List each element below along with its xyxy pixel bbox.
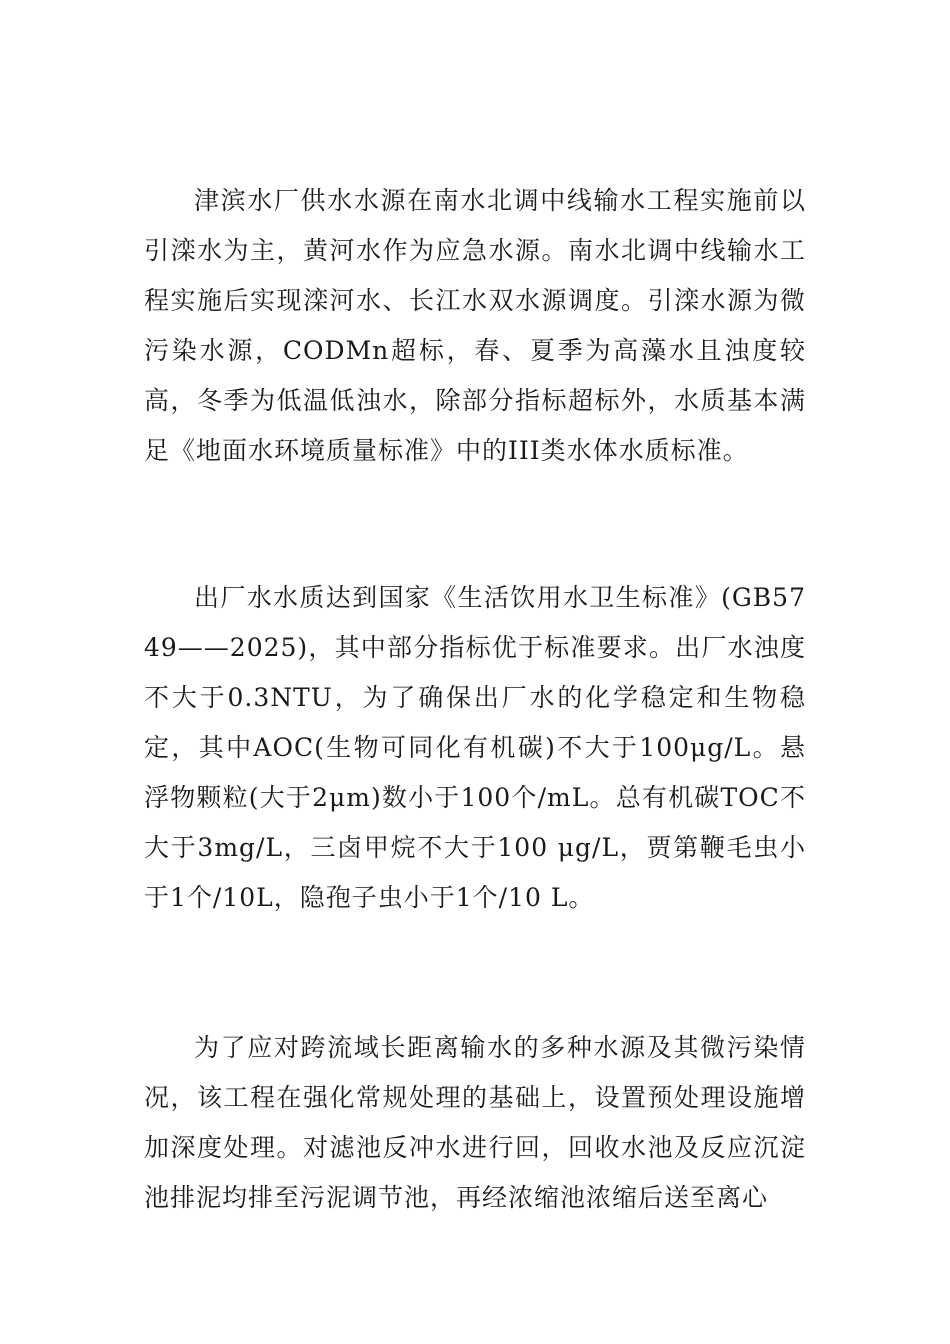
- paragraph-water-source: 津滨水厂供水水源在南水北调中线输水工程实施前以引滦水为主，黄河水作为应急水源。南水北调中线输水工程实施后实现滦河水、长江水双水源调度。引滦水源为微污染水源，CODMn超标，春、夏季为高藻水且浊度较高，冬季为低温低浊水，除部分指标超标外，水质基本满足《地面水环境质量标准》中的III类水体水质标准。: [144, 186, 806, 465]
- paragraph-treatment-process: 为了应对跨流域长距离输水的多种水源及其微污染情况，该工程在强化常规处理的基础上，设置预处理设施增加深度处理。对滤池反冲水进行回，回收水池及反应沉淀池排泥均排至污泥调节池，再经浓缩池浓缩后送至离心: [144, 1033, 806, 1212]
- paragraph-water-quality: 出厂水水质达到国家《生活饮用水卫生标准》(GB5749——2025)，其中部分指标优于标准要求。出厂水浊度不大于0.3NTU，为了确保出厂水的化学稳定和生物稳定，其中AOC(生物可同化有机碳)不大于100μg/L。悬浮物颗粒(大于2μm)数小于100个/mL。总有机碳TOC不大于3mg/L，三卤甲烷不大于100 μg/L，贾第鞭毛虫小于1个/10L，隐孢子虫小于1个/10 L。: [144, 583, 806, 912]
